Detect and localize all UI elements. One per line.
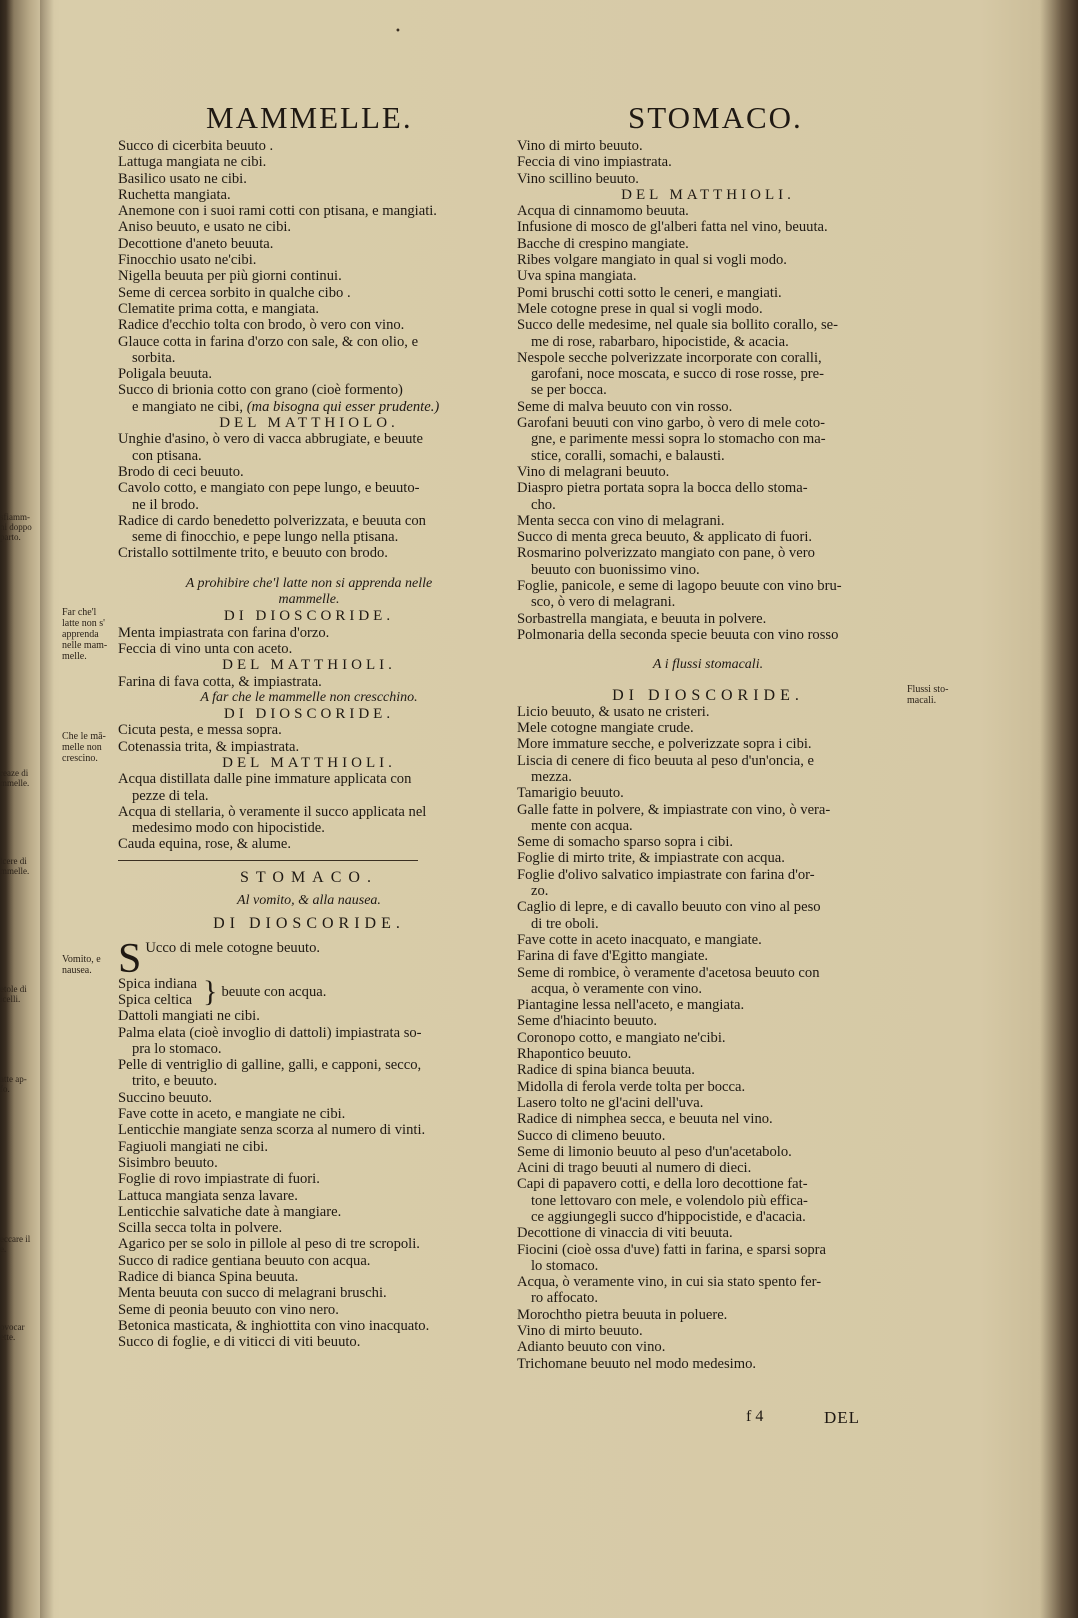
text-line: Morochtho pietra beuuta in poluere.	[517, 1306, 728, 1323]
text-line: Capi di papavero cotti, e della loro decottione fat-	[517, 1176, 808, 1193]
text-line: Polmonaria della seconda specie beuuta con vino rosso	[517, 626, 839, 643]
brace-group	[118, 976, 500, 1009]
text-line: beuuto con buonissimo vino.	[531, 561, 700, 578]
text-line: Liscia di cenere di fico beuuta al peso d'un'oncia, e	[517, 752, 815, 769]
text-line: con ptisana.	[132, 447, 202, 464]
text-line: Midolla di ferola verde tolta per bocca.	[517, 1078, 746, 1095]
catchword: DEL	[824, 1408, 861, 1427]
text-line: Vino scillino beuuto.	[517, 170, 639, 187]
section-heading: STOMACO.	[240, 868, 378, 886]
text-line: acqua, ò veramente con vino.	[531, 980, 702, 997]
text-line: Agarico per se solo in pillole al peso di tre scropoli.	[118, 1236, 420, 1253]
left-heading: MAMMELLE.	[206, 100, 413, 135]
text-line: Adianto beuuto con vino.	[517, 1339, 666, 1356]
entry-list	[517, 138, 899, 187]
text-line: Succo delle medesime, nel quale sia bollito corallo, se-	[517, 317, 838, 334]
text-line: Acini di trago beuuti al numero di dieci.	[517, 1160, 752, 1177]
margin-note: Vomito, e nausea.	[62, 954, 101, 976]
text-line: Radice d'ecchio tolta con brodo, ò vero con vino.	[118, 317, 405, 334]
text-line: Menta beuuta con succo di melagrani bruschi.	[118, 1285, 387, 1302]
page-footer	[0, 1408, 1078, 1432]
text-line: mezza.	[531, 768, 572, 785]
text-line: Radice di spina bianca beuuta.	[517, 1062, 695, 1079]
text-line: Radice di nimphea secca, e beuuta nel vino.	[517, 1111, 773, 1128]
text-line: sorbita.	[132, 349, 176, 366]
text-line: Vino di mirto beuuto.	[517, 1323, 643, 1340]
left-edge-fragment: atte ap- fo.	[0, 1074, 27, 1094]
text-line: Succo di menta greca beuuto, & applicato di fuori.	[517, 529, 813, 546]
text-line: Basilico usato ne cibi.	[118, 170, 247, 187]
text-line: stice, coralli, somachi, e balausti.	[531, 447, 725, 464]
text-line: Menta impiastrata con farina d'orzo.	[118, 624, 330, 641]
text-line: cho.	[531, 496, 556, 513]
text-line: Feccia di vino unta con aceto.	[118, 640, 293, 657]
entry-list	[118, 431, 500, 561]
text-line: di tre oboli.	[531, 915, 599, 932]
text-line: Decottione di vinaccia di viti beuuta.	[517, 1225, 733, 1242]
text-line: me di rose, rabarbaro, hipocistide, & acacia.	[531, 333, 789, 350]
italic-heading: A prohibire che'l latte non si apprenda nelle	[185, 575, 433, 591]
text-line: ce aggiungegli succo d'hippocistide, e d'acacia.	[531, 1209, 806, 1225]
text-line: sco, ò vero di melagrani.	[531, 594, 676, 611]
text-line: mente con acqua.	[531, 817, 633, 834]
text-line: Bacche di crespino mangiate.	[517, 235, 689, 252]
text-line: Seme di peonia beuuto con vino nero.	[118, 1301, 339, 1318]
italic-heading: A i flussi stomacali.	[652, 657, 764, 673]
right-column	[517, 138, 899, 1372]
text-line: Betonica masticata, & inghiottita con vino inacquato.	[118, 1317, 430, 1334]
section-heading: DI DIOSCORIDE.	[612, 686, 804, 704]
text-line: Anemone con i suoi rami cotti con ptisana, e mangiati.	[118, 203, 437, 220]
text-line: Lenticchie salvatiche date à mangiare.	[118, 1203, 342, 1220]
margin-note: Flussi sto- macali.	[907, 684, 949, 706]
left-edge-fragment: ovocar ette.	[0, 1322, 25, 1342]
text-line: Pomi bruschi cotti sotto le ceneri, e mangiati.	[517, 284, 782, 301]
text-line: ne il brodo.	[132, 496, 199, 513]
left-page-edge	[0, 0, 48, 1618]
text-line: Succo di cicerbita beuuto .	[118, 138, 274, 154]
text-line: pra lo stomaco.	[132, 1040, 222, 1057]
text-line: Farina di fave d'Egitto mangiate.	[517, 948, 709, 965]
entry-list	[118, 625, 500, 658]
text-line: Mele cotogne prese in qual si vogli modo.	[517, 300, 763, 317]
section-heading: DEL MATTHIOLI.	[621, 186, 795, 203]
text-line: Aniso beuuto, e usato ne cibi.	[118, 219, 292, 236]
text-line: Seme d'hiacinto beuuto.	[517, 1013, 658, 1030]
brace-symbol: }	[203, 974, 218, 1008]
entry-list	[118, 722, 500, 755]
text-line: Decottione d'aneto beuuta.	[118, 235, 274, 252]
text-line: Seme di limonio beuuto al peso d'un'acetabolo.	[517, 1143, 792, 1160]
text-line: Lattuca mangiata senza lavare.	[118, 1187, 298, 1204]
text-line: Foglie, panicole, e seme di lagopo beuute con vino bru-	[517, 578, 842, 595]
entry-list	[118, 674, 500, 690]
text-line: Acqua di stellaria, ò veramente il succo applicata nel	[118, 803, 427, 820]
text-line: Glauce cotta in farina d'orzo con sale, & con olio, e	[118, 333, 419, 350]
text-line: Lasero tolto ne gl'acini dell'uva.	[517, 1094, 704, 1111]
drop-cap: S	[118, 939, 142, 976]
text-line: Fagiuoli mangiati ne cibi.	[118, 1138, 268, 1155]
text-line: Palma elata (cioè invoglio di dattoli) impiastrata so-	[118, 1024, 422, 1041]
text-line: Infusione di mosco de gl'alberi fatta nel vino, beuuta.	[517, 219, 828, 236]
section-heading: DEL MATTHIOLI.	[222, 657, 396, 674]
section-heading: DI DIOSCORIDE.	[213, 915, 405, 933]
text-line: Caglio di lepre, e di cavallo beuuto con vino al peso	[517, 899, 821, 916]
text-line: Cotenassia trita, & impiastrata.	[118, 738, 300, 755]
text-line: Diaspro pietra portata sopra la bocca dello stoma-	[517, 480, 808, 497]
text-line: Trichomane beuuto nel modo medesimo.	[517, 1355, 757, 1372]
text-line: Feccia di vino impiastrata.	[517, 154, 672, 171]
text-line: Galle fatte in polvere, & impiastrate con vino, ò vera-	[517, 801, 831, 818]
text-line: Foglie d'olivo salvatico impiastrate con farina d'or-	[517, 866, 815, 883]
section-heading: DEL MATTHIOLI.	[222, 754, 396, 771]
text-line: Uva spina mangiata.	[517, 268, 637, 285]
text-line: Tamarigio beuuto.	[517, 785, 624, 802]
text-line: Rosmarino polverizzato mangiato con pane, ò vero	[517, 545, 815, 562]
text-line: medesimo modo con hipocistide.	[132, 820, 325, 837]
section-heading: DI DIOSCORIDE.	[223, 706, 395, 723]
left-edge-fragment: lcere di mmelle.	[0, 856, 30, 876]
text-line: Vino di mirto beuuto.	[517, 138, 643, 154]
text-line: Licio beuuto, & usato ne cristeri.	[517, 703, 710, 720]
text-line: Seme di malva beuuto con vin rosso.	[517, 398, 733, 415]
margin-note: Che le mā- melle non crescino.	[62, 731, 106, 764]
text-line: Seme di somacho sparso sopra i cibi.	[517, 834, 734, 851]
text-line: Sisimbro beuuto.	[118, 1154, 218, 1171]
text-line: Foglie di rovo impiastrate di fuori.	[118, 1171, 320, 1188]
text-line: Pelle di ventriglio di galline, galli, e capponi, secco,	[118, 1057, 422, 1074]
text-line: Fiocini (cioè ossa d'uve) fatti in farina, e sparsi sopra	[517, 1241, 827, 1258]
text-line: Fave cotte in aceto inacquato, e mangiate.	[517, 931, 762, 948]
text-line: Menta secca con vino di melagrani.	[517, 512, 725, 529]
entry-list	[517, 203, 899, 643]
text-line: Radice di cardo benedetto polverizzata, e beuuta con	[118, 512, 426, 529]
text-line: e mangiato ne cibi, (ma bisogna qui esser prudente.)	[132, 398, 440, 415]
text-line: More immature secche, e polverizzate sopra i cibi.	[517, 736, 812, 753]
text-line: Rhapontico beuuto.	[517, 1046, 632, 1063]
text-line: Poligala beuuta.	[118, 366, 213, 383]
text-line: Mele cotogne mangiate crude.	[517, 720, 694, 737]
text-line: Foglie di mirto trite, & impiastrate con acqua.	[517, 850, 785, 867]
text-line: Lenticchie mangiate senza scorza al numero di vinti.	[118, 1122, 426, 1139]
left-edge-fragment: etole di icelli.	[0, 984, 27, 1004]
text-line: Fave cotte in aceto, e mangiate ne cibi.	[118, 1106, 346, 1123]
text-line: pezze di tela.	[132, 787, 209, 804]
text-line: se per bocca.	[531, 382, 607, 399]
text-line: Scilla secca tolta in polvere.	[118, 1220, 283, 1237]
brace-item: Spica indiana	[118, 975, 198, 992]
text-line: Finocchio usato ne'cibi.	[118, 252, 257, 269]
text-line: tone lettovaro con mele, e volendolo più effica-	[531, 1192, 808, 1209]
text-line: Succo di brionia cotto con grano (cioè formento)	[118, 382, 403, 399]
divider-rule	[118, 860, 418, 861]
left-edge-fragment: sfiamm- ni doppo parto.	[0, 512, 32, 542]
text-line: Cicuta pesta, e messa sopra.	[118, 722, 282, 739]
text-line: Clematite prima cotta, e mangiata.	[118, 300, 319, 317]
text-line: trito, e beuuto.	[132, 1073, 218, 1090]
text-line: Unghie d'asino, ò vero di vacca abbrugiate, e beuute	[118, 431, 423, 448]
italic-heading: mammelle.	[278, 592, 340, 608]
text-line: Cauda equina, rose, & alume.	[118, 836, 292, 853]
left-column	[118, 138, 500, 1350]
italic-heading: Al vomito, & alla nausea.	[237, 893, 381, 909]
text-line: Seme di rombice, ò veramente d'acetosa beuuto con	[517, 964, 820, 981]
text-line: Acqua distillata dalle pine immature applicata con	[118, 771, 412, 788]
text-line: zo.	[531, 883, 549, 900]
brace-label: beuute con acqua.	[221, 983, 327, 1000]
top-ink-mark: •	[395, 26, 401, 37]
section-heading: DI DIOSCORIDE.	[223, 608, 395, 625]
text-line: Garofani beuuti con vino garbo, ò vero di mele coto-	[517, 415, 825, 432]
text-line: Sorbastrella mangiata, e beuuta in polvere.	[517, 610, 767, 627]
entry-list	[118, 1008, 500, 1350]
text-line: Radice di bianca Spina beuuta.	[118, 1269, 299, 1285]
text-line: S Ucco di mele cotogne beuuto.	[118, 939, 321, 976]
text-line: Brodo di ceci beuuto.	[118, 463, 244, 480]
text-line: Coronopo cotto, e mangiato ne'cibi.	[517, 1029, 726, 1046]
right-heading: STOMACO.	[628, 100, 803, 135]
entry-list	[118, 138, 500, 399]
italic-heading: A far che le mammelle non crescchino.	[200, 689, 418, 705]
signature-mark: f 4	[746, 1408, 764, 1425]
text-line: Cavolo cotto, e mangiato con pepe lungo, e beuuto-	[118, 480, 420, 497]
text-line: Seme di cercea sorbito in qualche cibo .	[118, 284, 351, 301]
text-line: Ruchetta mangiata.	[118, 186, 231, 203]
text-line: Dattoli mangiati ne cibi.	[118, 1008, 260, 1025]
text-line: lo stomaco.	[531, 1257, 599, 1274]
text-line: Ribes volgare mangiato in qual si vogli modo.	[517, 252, 787, 269]
text-line: Acqua, ò veramente vino, in cui sia stato spento fer-	[517, 1274, 822, 1291]
text-line: Cristallo sottilmente trito, e beuuto con brodo.	[118, 545, 388, 562]
text-line: gne, e parimente messi sopra lo stomacho con ma-	[531, 431, 826, 448]
text-line: ro affocato.	[531, 1290, 598, 1307]
section-heading: DEL MATTHIOLO.	[219, 415, 399, 432]
text-line: Lattuga mangiata ne cibi.	[118, 154, 267, 171]
text-line: seme di finocchio, e pepe lungo nella ptisana.	[132, 529, 399, 546]
text-line: Acqua di cinnamomo beuuta.	[517, 203, 689, 220]
text-line: Succo di climeno beuuto.	[517, 1127, 666, 1144]
text-line: Vino di melagrani beuuto.	[517, 463, 670, 480]
brace-item: Spica celtica	[118, 991, 193, 1008]
text-line: Nigella beuuta per più giorni continui.	[118, 268, 342, 285]
text-line: Succo di foglie, e di viticci di viti beuuto.	[118, 1334, 361, 1351]
margin-note: Far che'l latte non s' apprenda nelle mam- melle.	[62, 607, 108, 662]
left-edge-fragment: eccare il e.	[0, 1234, 31, 1254]
text-line: Succino beuuto.	[118, 1089, 213, 1106]
text-line: Succo di radice gentiana beuuto con acqua.	[118, 1252, 371, 1269]
text-line: Farina di fava cotta, & impiastrata.	[118, 673, 322, 690]
entry-list	[517, 704, 899, 1372]
entry-list	[118, 771, 500, 852]
text-line: Piantagine lessa nell'aceto, e mangiata.	[517, 997, 745, 1014]
text-line: garofani, noce moscata, e succo di rose rosse, pre-	[531, 366, 824, 383]
left-edge-fragment: reaze di mmelle.	[0, 768, 30, 788]
text-line: Nespole secche polverizzate incorporate con coralli,	[517, 349, 822, 366]
